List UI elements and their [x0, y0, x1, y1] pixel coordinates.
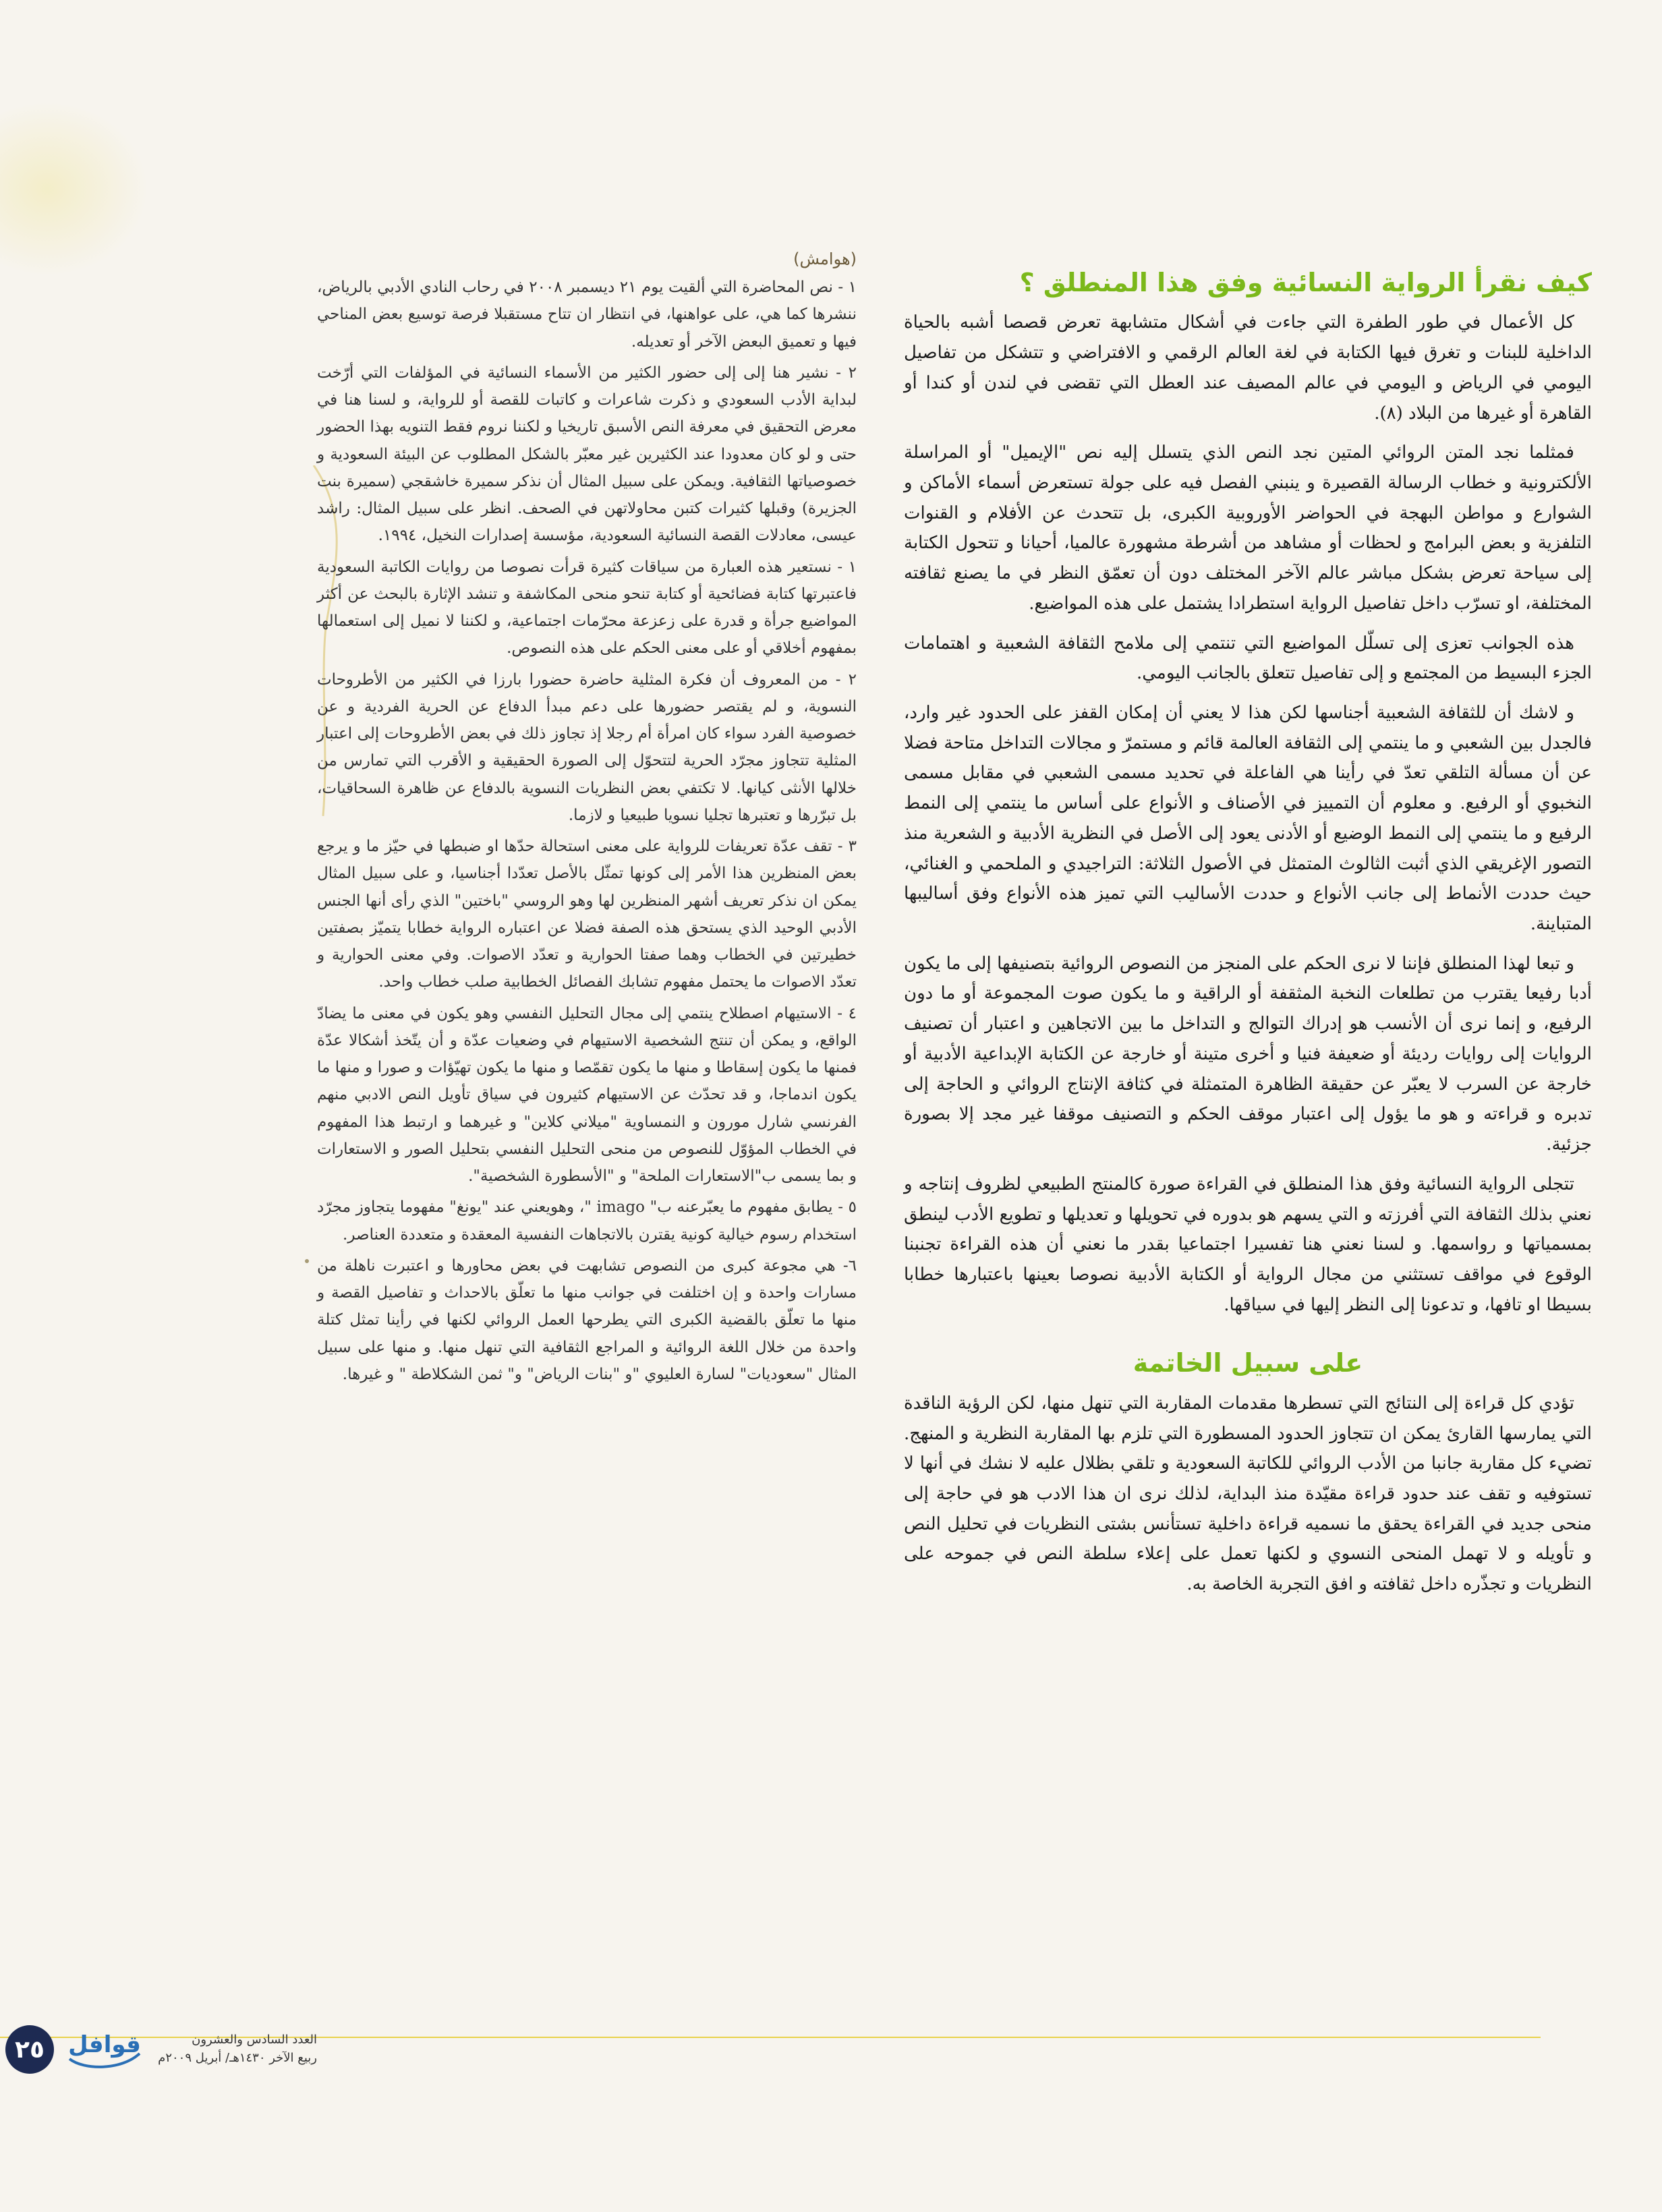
article-paragraph: كل الأعمال في طور الطفرة التي جاءت في أشكال متشابهة تعرض قصصا أشبه بالحياة الداخلية للبنات و تغرق فيها الكتابة في لغة العالم الرقمي و الافتراضي و تتشكل من تفاصيل اليومي في الرياض و اليومي في عالم المصيف عند العطل التي تقضى في لندن أو كندا أو القاهرة أو غيرها من البلاد (٨). [904, 312, 1592, 424]
page-footer [0, 2013, 324, 2087]
article-paragraph: هذه الجوانب تعزى إلى تسلّل المواضيع التي تنتمي إلى ملامح الثقافة الشعبية و اهتمامات الجزء البسيط من المجتمع و إلى تفاصيل تتعلق بالجانب اليومي. [904, 633, 1592, 684]
article-column [904, 266, 1592, 1609]
decorative-glow [0, 101, 148, 276]
magazine-logo [64, 2020, 145, 2080]
logo-text: قوافل [68, 2031, 141, 2058]
footnote-item: ١ - نص المحاضرة التي ألقيت يوم ٢١ ديسمبر ٢٠٠٨ في رحاب النادي الأدبي بالرياض، ننشرها كما هي، على عواهنها، في انتظار ان تتاح مستقبلا فرصة توسيع بعض المناحي فيها و تعميق البعض الآخر أو تعديله. [317, 279, 857, 351]
page-number-badge: ٢٥ [5, 2025, 54, 2074]
article-paragraph: فمثلما نجد المتن الروائي المتين نجد النص الذي يتسلل إليه نص "الإيميل" أو المراسلة الألكترونية و خطاب الرسالة القصيرة و ينبني الفصل فيه على جولة تستعرض أسماء الأماكن و الشوارع و مواطن البهجة في الحواضر الأوروبية الكبرى، بل تتحدث عن الأفلام و القنوات التلفزية و بعض البرامج و لحظات أو مشاهد من أشرطة مشهورة عالميا، أحيانا و تتحول الكتابة إلى سياحة تعرض بشكل مباشر عالم الآخر المختلف دون أن تعمّق النظر في ما يصنع ثقافته المختلفة، او تسرّب داخل تفاصيل الرواية استطرادا يشتمل على هذه المواضيع. [904, 442, 1592, 614]
footnote-item: ٢ - نشير هنا إلى إلى حضور الكثير من الأسماء النسائية في المؤلفات التي أرّخت لبداية الأدب السعودي و ذكرت شاعرات و كاتبات للقصة أو للرواية، و لسنا هنا في معرض التحقيق في معرفة النص الأسبق تاريخيا و لكننا نروم فقط التنويه بهذا الحضور حتى و لو كان معدودا عند الكثيرين غير معبّر بالشكل المطلوب عن البيئة السعودية و خصوصياتها الثقافية. ويمكن على سبيل المثال أن نذكر سميرة خاشقجي (سميرة بنت الجزيرة) وقبلها كثيرات كتبن محاولاتهن في الصحف. انظر على سبيل المثال: راشد عيسى، معادلات القصة النسائية السعودية، مؤسسة إصدارات النخيل، ١٩٩٤. [317, 363, 857, 545]
section-heading-main: كيف نقرأ الرواية النسائية وفق هذا المنطلق ؟ [1019, 268, 1592, 297]
issue-info [155, 2031, 317, 2067]
footnote-item: ٢ - من المعروف أن فكرة المثلية حاضرة حضورا بارزا في الكثير من الأطروحات النسوية، و لم يقتصر حضورها على دعم مبدأ الدفاع عن الحرية الفردية و عن خصوصية الفرد سواء كان امرأة أم رجلا إذ تجاوز ذلك في بعض الأطروحات إلى اعتبار المثلية تتجاوز مجرّد الحرية لتتحوّل إلى الصورة الحقيقية و الأقرب التي تمارس من خلالها الأنثى كيانها. لا تكتفي بعض النظريات النسوية بالدفاع عن ظاهرة السحاقيات، بل تبرّرها و تعتبرها تجليا نسويا طبيعيا و لازما. [317, 670, 857, 824]
footnotes-column [317, 250, 857, 1392]
section-heading-conclusion: على سبيل الخاتمة [1133, 1348, 1363, 1378]
footnote-item: ١ - نستعير هذه العبارة من سياقات كثيرة قرأت نصوصا من روايات الكاتبة السعودية فاعتبرتها كتابة فضائحية أو كتابة تنحو منحى المكاشفة و تنشد الإثارة بالبحث عن أكثر المواضيع جرأة و قدرة على زعزعة محرّمات اجتماعية، و لكننا لا نميل إلى استعمالها بمفهوم أخلاقي أو على معنى الحكم على هذه النصوص. [317, 558, 857, 658]
conclusion-paragraph: تؤدي كل قراءة إلى النتائج التي تسطرها مقدمات المقاربة التي تنهل منها، لكن الرؤية الناقدة التي يمارسها القارئ يمكن ان تتجاوز الحدود المسطورة التي تلزم بها المقاربة النظرية و المنهج. تضيء كل مقاربة جانبا من الأدب الروائي للكاتبة السعودية و تلقي بظلال عليه لا نشك في أنها لا تستوفيه و تقف عند حدود قراءة مقيّدة منذ البداية، لذلك نرى ان هذا الادب هو في حاجة إلى منحى جديد في القراءة يحقق ما نسميه قراءة داخلية تستأنس بشتى النظريات في تحليل النص و تأويله و لا تهمل المنحى النسوي و لكنها تعمل على إعلاء سلطة النص في جموحه على النظريات و تجذّره داخل ثقافته و افق التجربة الخاصة به. [904, 1393, 1592, 1595]
article-paragraph: تتجلى الرواية النسائية وفق هذا المنطلق في القراءة صورة كالمنتج الطبيعي لظروف إنتاجه و نعني بذلك الثقافة التي أفرزته و التي يسهم هو بدوره في تحويلها و تعديلها و تطويع الأدب لينطق بمسمياتها و رواسمها. و لسنا نعني هنا تفسيرا اجتماعيا بقدر ما نعني أن هذه القراءة تجنبنا الوقوع في مواقف تستثني من مجال الرواية أو الكتابة الأدبية نصوصا بعينها باعتبارها خطابا بسيطا او تافها، و تدعونا إلى النظر إليها في سياقها. [904, 1173, 1592, 1315]
article-paragraph: و لاشك أن للثقافة الشعبية أجناسها لكن هذا لا يعني أن إمكان القفز على الحدود غير وارد، فالجدل بين الشعبي و ما ينتمي إلى الثقافة العالمة قائم و مستمرّ و مجالات التداخل متاحة فضلا عن أن مسألة التلقي تعدّ في رأينا هي الفاعلة في تحديد مسمى الشعبي في مقابل مسمى النخبوي أو الرفيع. و معلوم أن التمييز في الأصناف و الأنواع على أساس ما ينتمي إلى النمط الرفيع و ما ينتمي إلى النمط الوضيع أو الأدنى يعود إلى الأصل في النظرية الأدبية و الشعرية منذ التصور الإغريقي الذي أثبت الثالوث المتمثل في الأصول الثلاثة: التراجيدي و الملحمي و الغنائي، حيث حددت الأنماط إلى جانب الأنواع و حددت الأساليب التي تميز هذه الأنواع وفق أساليبها المتباينة. [904, 703, 1592, 935]
footnote-item: ٣ - تقف عدّة تعريفات للرواية على معنى استحالة حدّها او ضبطها في حيّز ما و يرجع بعض المنظرين هذا الأمر إلى كونها تمثّل بالأصل تعدّدا أجناسيا، و على سبيل المثال يمكن ان نذكر تعريف أشهر المنظرين لها وهو الروسي "باختين" الذي رأى أنها الجنس الأدبي الوحيد الذي يستحق هذه الصفة فضلا عن اعتباره الرواية خطابا يتميّز بصفتين خطيرتين في الخطاب وهما صفتا الحوارية و تعدّد الاصوات. وفي معنى الحوارية و تعدّد الاصوات ما يحتمل مفهوم تشابك الفصائل الخطابية صلب خطاب واحد. [317, 838, 857, 991]
issue-date: ربيع الآخر ١٤٣٠هـ/ أبريل ٢٠٠٩م [158, 2051, 317, 2065]
footnote-item: ٤ - الاستيهام اصطلاح ينتمي إلى مجال التحليل النفسي وهو يكون في معنى ما يضادّ الواقع، و يمكن أن تنتج الشخصية الاستيهام في وضعيات عدّة و أن يتّخذ أشكالا عدّة فمنها ما يكون إسقاطا و منها ما يكون تقمّصا و منها ما يكون تهيّؤات و صورا و منها ما يكون اندماجا، و قد تحدّث عن الاستيهام كثيرون في سياق تأويل النص الادبي منهم الفرنسي شارل مورون و النمساوية "ميلاني كلاين" و غيرهما و ارتبط هذا المفهوم في الخطاب المؤوّل للنصوص من منحى التحليل النفسي بتحليل الصور و الاستعارات و بما يسمى ب"الاستعارات الملحة" و "الأسطورة الشخصية". [317, 1004, 857, 1185]
issue-number: العدد السادس والعشرون [192, 2033, 317, 2047]
footnote-item: ٥ - يطابق مفهوم ما يعبّرعنه ب" imago "، وهويعني عند "يونغ" مفهوما يتجاوز مجرّد استخدام رسوم خيالية كونية يقترن بالاتجاهات النفسية المعقدة و متعددة العناصر. [317, 1198, 857, 1244]
footnote-item: ٦- هي مجوعة كبرى من النصوص تشابهت في بعض محاورها و اعتبرت ناهلة من مسارات واحدة و إن اختلفت في جوانب منها ما تعلّق بالاحداث و تفاصيل القصة و منها ما تعلّق بالقضية الكبرى التي يطرحها العمل الروائي لكنها في رأينا تمثل كتلة واحدة من خلال اللغة الروائية و المراجع الثقافية التي تنهل منها. و منها على سبيل المثال "سعوديات" لسارة العليوي "و "بنات الرياض" و" ثمن الشكلاطة " و غيرها. [317, 1256, 857, 1383]
article-paragraph: و تبعا لهذا المنطلق فإننا لا نرى الحكم على المنجز من النصوص الروائية بتصنيفها إلى ما يكون أدبا رفيعا يقترب من تطلعات النخبة المثقفة أو الراقية و ما يكون صوت المجموعة أو ما دون الرفيع، و إنما نرى أن الأنسب هو إدراك التوالج و التداخل ما بين الاتجاهين و اعتبار أن تصنيف الروايات إلى روايات رديئة أو ضعيفة فنيا و أخرى متينة أو خارجة عن الكتابة الإبداعية الأدبية أو خارجة عن السرب لا يعبّر عن حقيقة الظاهرة المتمثلة في كثافة الإنتاج الروائي و الحاجة إلى تدبره و قراءته و هو ما يؤول إلى اعتبار موقف الحكم و التصنيف موقفا غير مجد إلا بصورة جزئية. [904, 953, 1592, 1155]
footnotes-title: (هوامش) [793, 250, 857, 268]
